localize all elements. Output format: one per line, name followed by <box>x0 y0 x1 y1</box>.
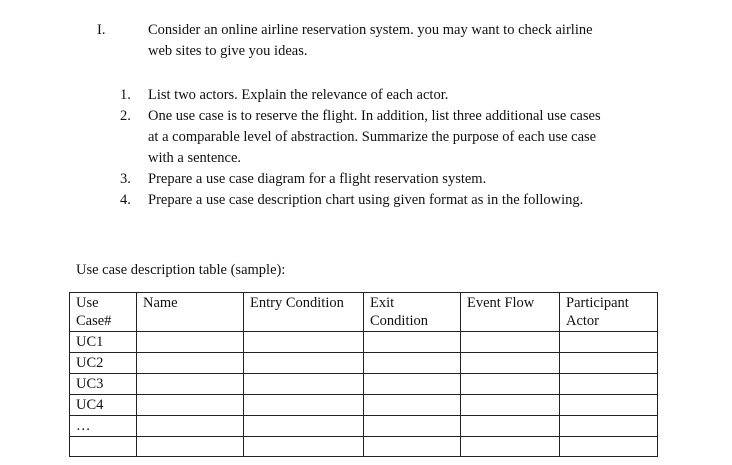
header-cell-participant-actor <box>560 293 658 332</box>
table-cell <box>364 332 461 353</box>
header-cell-name <box>137 293 244 332</box>
section-roman-numeral: I. <box>97 22 106 38</box>
table-cell <box>137 353 244 374</box>
table-cell <box>560 437 658 457</box>
table-cell <box>364 353 461 374</box>
table-cell <box>137 332 244 353</box>
use-case-id-cell: UC2 <box>70 353 137 374</box>
task-number: 1. <box>120 87 131 103</box>
task-text: Prepare a use case description chart using given format as in the following. <box>148 192 584 208</box>
table-cell <box>461 395 560 416</box>
table-cell <box>560 332 658 353</box>
header-text: Participant <box>566 295 629 311</box>
table-cell <box>364 437 461 457</box>
table-cell <box>560 353 658 374</box>
table-cell <box>244 437 364 457</box>
task-text-line: with a sentence. <box>148 150 242 166</box>
table-cell <box>461 353 560 374</box>
task-number: 2. <box>120 108 131 124</box>
table-cell <box>244 353 364 374</box>
table-cell <box>461 416 560 437</box>
table-cell <box>461 437 560 457</box>
header-text: Actor <box>566 313 600 329</box>
table-cell <box>461 332 560 353</box>
table-row <box>70 353 658 374</box>
table-cell <box>137 374 244 395</box>
intro-line: web sites to give you ideas. <box>148 43 308 59</box>
header-text: Name <box>143 295 178 311</box>
table-cell <box>364 416 461 437</box>
header-text: Entry Condition <box>250 295 344 311</box>
table-cell <box>244 395 364 416</box>
table-cell <box>364 374 461 395</box>
table-cell <box>244 416 364 437</box>
header-text: Event Flow <box>467 295 535 311</box>
task-text <box>148 106 601 169</box>
table-cell <box>244 332 364 353</box>
table-header-row <box>70 293 658 332</box>
table-caption: Use case description table (sample): <box>76 262 286 278</box>
header-text: Case# <box>76 313 112 329</box>
task-text: Prepare a use case diagram for a flight reservation system. <box>148 171 487 187</box>
use-case-table <box>69 292 658 457</box>
task-number: 4. <box>120 192 131 208</box>
use-case-id-cell <box>70 437 137 457</box>
use-case-id-cell: UC1 <box>70 332 137 353</box>
table-cell <box>137 437 244 457</box>
table-cell <box>244 374 364 395</box>
intro-paragraph <box>148 20 593 62</box>
header-text: Use <box>76 295 99 311</box>
intro-line: Consider an online airline reservation system. you may want to check airline <box>148 22 593 38</box>
table-cell <box>560 395 658 416</box>
header-cell-exit-condition <box>364 293 461 332</box>
table-row <box>70 374 658 395</box>
task-number: 3. <box>120 171 131 187</box>
use-case-id-cell: UC4 <box>70 395 137 416</box>
table-cell <box>364 395 461 416</box>
header-cell-use-case-number <box>70 293 137 332</box>
table-row <box>70 332 658 353</box>
table-cell <box>461 374 560 395</box>
table-cell <box>137 416 244 437</box>
use-case-id-cell: … <box>70 416 137 437</box>
table-cell <box>560 416 658 437</box>
task-text-line: One use case is to reserve the flight. In addition, list three additional use cases <box>148 108 601 124</box>
table-cell <box>137 395 244 416</box>
table-row <box>70 416 658 437</box>
use-case-id-cell: UC3 <box>70 374 137 395</box>
table-row <box>70 395 658 416</box>
task-text: List two actors. Explain the relevance of each actor. <box>148 87 449 103</box>
header-text: Condition <box>370 313 429 329</box>
task-text-line: at a comparable level of abstraction. Summarize the purpose of each use case <box>148 129 597 145</box>
header-cell-entry-condition <box>244 293 364 332</box>
table-cell <box>560 374 658 395</box>
header-text: Exit <box>370 295 395 311</box>
table-row <box>70 437 658 457</box>
header-cell-event-flow <box>461 293 560 332</box>
